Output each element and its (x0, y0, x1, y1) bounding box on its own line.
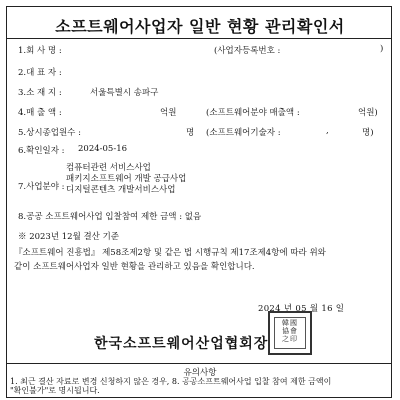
issue-month-unit: 월 (309, 304, 319, 314)
restrict-label: 8.공공 소프트웨어사업 입찰참여 제한 금액 : 없음 (18, 212, 202, 222)
biz-area-item: 디지털콘텐츠 개발서비스사업 (66, 185, 176, 195)
official-seal (268, 311, 312, 355)
company-label: 1.회 사 명 : (18, 46, 62, 56)
bizno-close: ) (380, 44, 384, 54)
notes-heading: 유의사항 (183, 368, 217, 378)
seal-glyph: 韓國 協會 之印 (282, 319, 298, 343)
sw-sales-label: (소프트웨어분야 매출액 : (206, 108, 300, 118)
notes-line: "확인불가"로 명시됩니다. (10, 386, 100, 395)
confirm-date-value: 2024-05-16 (78, 144, 128, 154)
address-value: 서울특별시 송파구 (90, 88, 159, 98)
address-label: 3.소 재 지 : (18, 88, 62, 98)
issue-day-unit: 일 (335, 304, 345, 314)
confirm-date-label: 6.확인일자 : (18, 146, 65, 156)
statement-line: 『소프트웨어 진흥법』 제58조제2항 및 같은 법 시행규칙 제17조제4항에 따라 위와 (14, 248, 326, 258)
issuer-name: 한국소프트웨어산업협회장 (94, 336, 269, 352)
sales-unit: 억원 (160, 108, 177, 118)
issue-day: 16 (321, 304, 333, 314)
basis-note: ※ 2023년 12월 결산 기준 (18, 232, 120, 242)
ceo-label: 2.대 표 자 : (18, 68, 62, 78)
document-title: 소프트웨어사업자 일반 현황 관리확인서 (55, 17, 345, 36)
staff-label: 5.상시종업원수 : (18, 128, 81, 138)
sales-label: 4.매 출 액 : (18, 108, 62, 118)
sw-staff-separator: , (326, 126, 329, 136)
biz-area-list (66, 163, 186, 196)
title-divider (6, 38, 392, 39)
notes-divider (6, 363, 392, 364)
issue-year: 2024 (258, 304, 281, 314)
sw-staff-label: (소프트웨어기술자 : (206, 128, 281, 138)
issue-year-unit: 년 (283, 304, 293, 314)
biz-area-label: 7.사업분야 : (18, 182, 65, 192)
statement-line: 같이 소프트웨어사업자 일반 현황을 관리하고 있음을 확인합니다. (14, 262, 255, 272)
notes-line: 1. 최근 결산 자료로 변경 신청하지 않은 경우, 8. 공공소프트웨어사업 입찰 참여 제한 금액이 (10, 377, 332, 386)
issue-month: 05 (295, 304, 307, 314)
sw-sales-unit: 억원) (358, 108, 378, 118)
bizno-label: (사업자등록번호 : (214, 46, 281, 56)
statement (14, 246, 386, 274)
biz-area-item: 패키지소프트웨어 개발 공급사업 (66, 174, 187, 184)
sw-staff-unit: 명) (362, 128, 374, 138)
notes-body (10, 377, 390, 395)
staff-unit: 명 (186, 128, 195, 138)
biz-area-item: 컴퓨터관련 서비스사업 (66, 163, 151, 173)
